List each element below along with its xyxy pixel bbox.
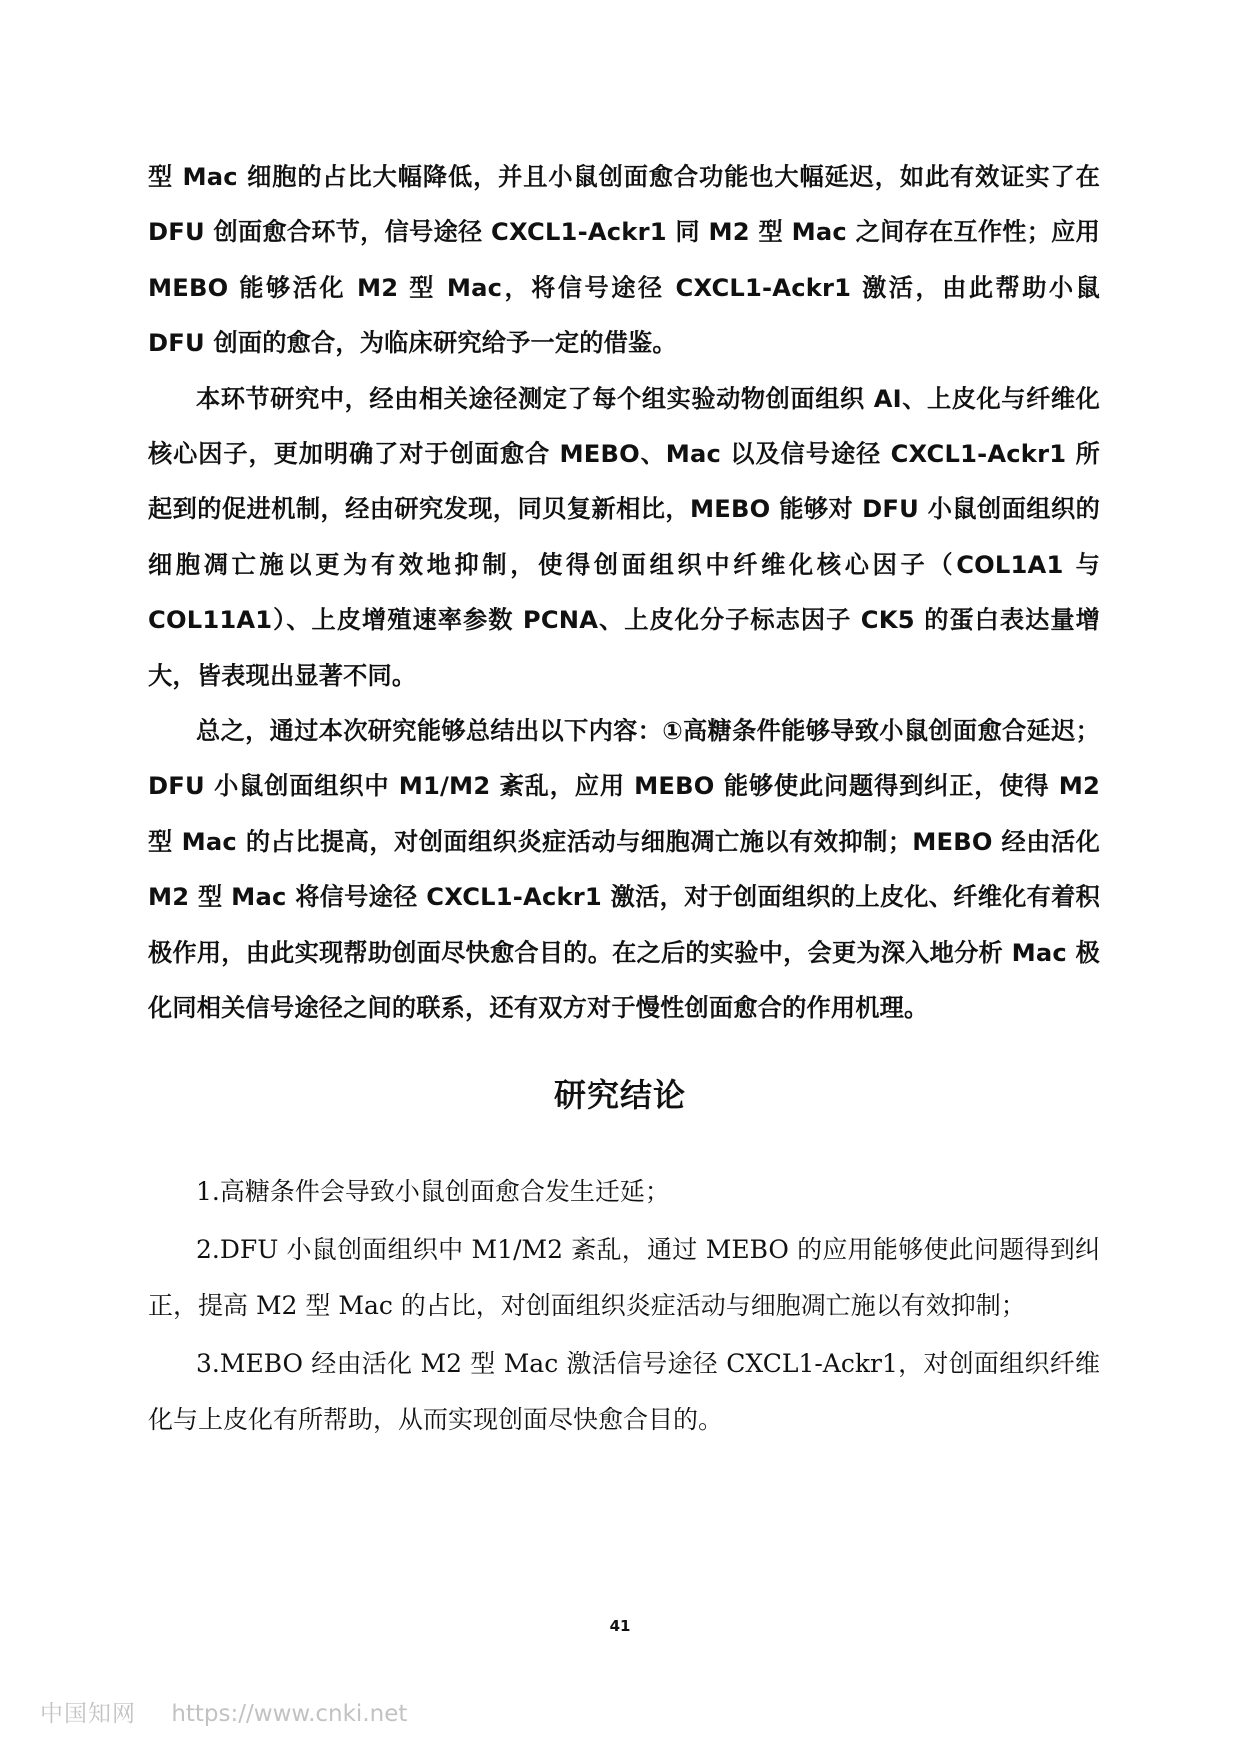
paragraph-2: 本环节研究中，经由相关途径测定了每个组实验动物创面组织 AI、上皮化与纤维化核心因子，更加明确了对于创面愈合 MEBO、Mac 以及信号途径 CXCL1-Ackr1 所起到的促进机制，经由研究发现，同贝复新相比，MEBO 能够对 DFU 小鼠创面组织的细胞凋亡施以更为有效地抑制，使得创面组织中纤维化核心因子（COL1A1 与 COL11A1）、上皮增殖速率参数 PCNA、上皮化分子标志因子 CK5 的蛋白表达量增大，皆表现出显著不同。 <box>148 384 1100 690</box>
conclusion-item-3: 3.MEBO 经由活化 M2 型 Mac 激活信号途径 CXCL1-Ackr1，对创面组织纤维化与上皮化有所帮助，从而实现创面尽快愈合目的。 <box>148 1349 1100 1434</box>
paragraph-1: 型 Mac 细胞的占比大幅降低，并且小鼠创面愈合功能也大幅延迟，如此有效证实了在DFU 创面愈合环节，信号途径 CXCL1-Ackr1 同 M2 型 Mac 之间存在互作性；应用 MEBO 能够活化 M2 型 Mac，将信号途径 CXCL1-Ackr1 激活，由此帮助小鼠 DFU 创面的愈合，为临床研究给予一定的借鉴。 <box>148 163 1100 358</box>
conclusion-item-1: 1.高糖条件会导致小鼠创面愈合发生迁延； <box>196 1177 670 1206</box>
paragraph-3: 总之，通过本次研究能够总结出以下内容：①高糖条件能够导致小鼠创面愈合延迟；DFU 小鼠创面组织中 M1/M2 紊乱，应用 MEBO 能够使此问题得到纠正，使得 M2 型 Mac 的占比提高，对创面组织炎症活动与细胞凋亡施以有效抑制；MEBO 经由活化 M2 型 Mac 将信号途径 CXCL1-Ackr1 激活，对于创面组织的上皮化、纤维化有着积极作用，由此实现帮助创面尽快愈合目的。在之后的实验中，会更为深入地分析 Mac 极化同相关信号途径之间的联系，还有双方对于慢性创面愈合的作用机理。 <box>148 717 1100 1023</box>
watermark-url: https://www.cnki.net <box>171 1701 408 1727</box>
discussion-body <box>148 150 1100 1037</box>
cnki-watermark <box>40 1695 407 1728</box>
conclusions-list <box>148 1164 1100 1450</box>
watermark-brand: 中国知网 <box>40 1701 136 1727</box>
page-number: 41 <box>609 1617 631 1635</box>
conclusion-item-2: 2.DFU 小鼠创面组织中 M1/M2 紊乱，通过 MEBO 的应用能够使此问题得到纠正，提高 M2 型 Mac 的占比，对创面组织炎症活动与细胞凋亡施以有效抑制； <box>148 1235 1100 1320</box>
section-title: 研究结论 <box>553 1076 686 1114</box>
